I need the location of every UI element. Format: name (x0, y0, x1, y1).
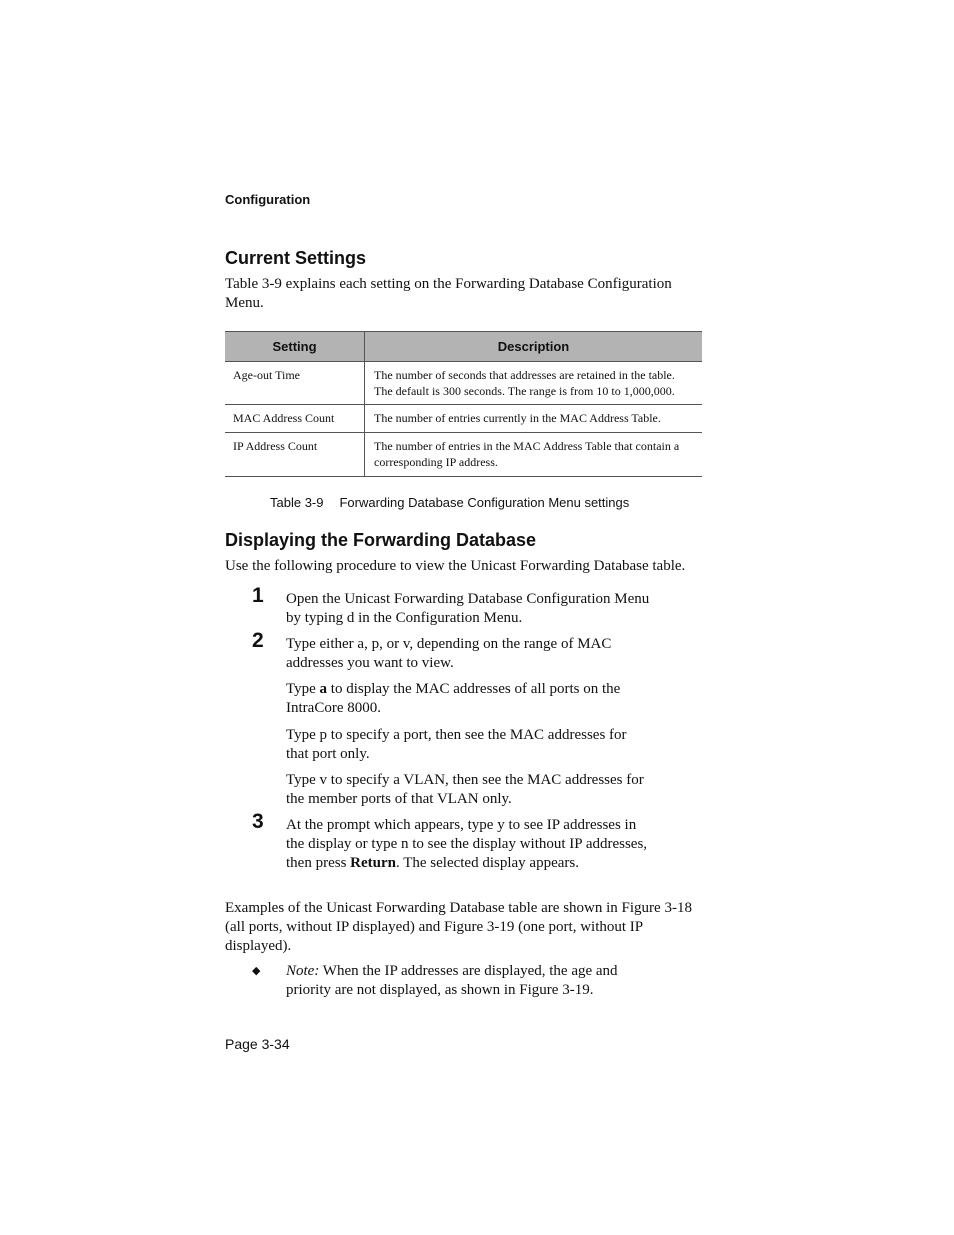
running-header: Configuration (225, 192, 311, 207)
option-a-rest: to display the MAC addresses of all ports on the IntraCore 8000. (286, 681, 621, 716)
step-number-1: 1 (252, 584, 264, 607)
setting-cell: IP Address Count (225, 433, 365, 477)
table-header-row (225, 332, 702, 362)
table-caption-text: Forwarding Database Configuration Menu settings (339, 495, 630, 510)
column-header-description: Description (365, 332, 703, 362)
step-3-text-end: . The selected display appears. (395, 855, 579, 871)
step-2-option-a (286, 680, 651, 718)
option-a-prefix: Type (286, 681, 320, 697)
description-cell: The number of entries currently in the MAC Address Table. (365, 405, 703, 433)
note-label: Note: (286, 963, 320, 979)
current-settings-intro: Table 3-9 explains each setting on the Forwarding Database Configuration Menu. (225, 276, 672, 311)
settings-table (225, 331, 702, 477)
displaying-intro: Use the following procedure to view the Unicast Forwarding Database table. (225, 558, 686, 574)
setting-cell: MAC Address Count (225, 405, 365, 433)
setting-cell: Age-out Time (225, 362, 365, 405)
description-cell: The number of entries in the MAC Address Table that contain a corresponding IP address. (365, 433, 703, 477)
note-text: When the IP addresses are displayed, the age and priority are not displayed, as shown in Figure 3-19. (286, 963, 618, 998)
section-heading-displaying: Displaying the Forwarding Database (225, 530, 537, 550)
table-row (225, 405, 702, 433)
step-2-option-v: Type v to specify a VLAN, then see the MAC addresses for the member ports of that VLAN only. (286, 772, 644, 807)
table-caption-number: Table 3-9 (270, 495, 324, 510)
option-a-key: a (319, 681, 328, 697)
step-text-3 (286, 816, 651, 873)
page-number: Page 3-34 (225, 1036, 290, 1052)
step-number-3: 3 (252, 810, 264, 833)
examples-paragraph: Examples of the Unicast Forwarding Database table are shown in Figure 3-18 (all ports, without IP displayed) and Figure 3-19 (one port, without IP displayed). (225, 900, 692, 954)
section-heading-current-settings: Current Settings (225, 248, 367, 268)
table-row (225, 362, 702, 405)
step-3-return-key: Return (350, 855, 396, 871)
step-2-option-p: Type p to specify a port, then see the MAC addresses for that port only. (286, 727, 627, 762)
step-text-2: Type either a, p, or v, depending on the range of MAC addresses you want to view. (286, 636, 612, 671)
diamond-bullet-icon: ◆ (252, 965, 261, 977)
step-number-2: 2 (252, 629, 264, 652)
step-3-text-start: At the prompt which appears, type y to see IP addresses in the display or type n to see the display without IP addresses, then press (286, 817, 648, 871)
column-header-setting: Setting (225, 332, 365, 362)
description-cell: The number of seconds that addresses are retained in the table. The default is 300 seconds. The range is from 10 to 1,000,000. (365, 362, 703, 405)
table-caption (270, 495, 629, 510)
table-row (225, 433, 702, 477)
step-text-1: Open the Unicast Forwarding Database Configuration Menu by typing d in the Configuration Menu. (286, 591, 650, 626)
note-paragraph (286, 962, 651, 1000)
